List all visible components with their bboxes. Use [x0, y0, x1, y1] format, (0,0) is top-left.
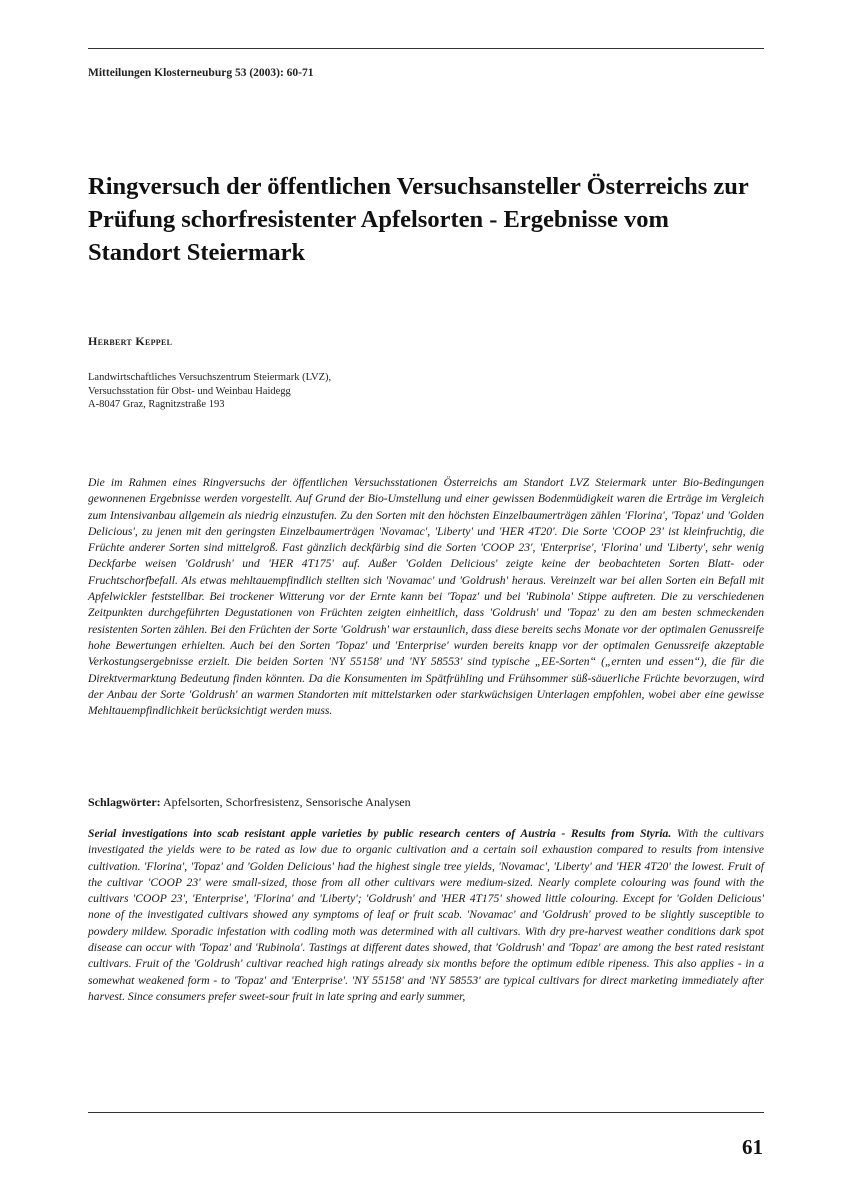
- keywords: [88, 794, 764, 810]
- keywords-label: Schlagwörter:: [88, 795, 161, 809]
- keywords-text: Apfelsorten, Schorfresistenz, Sensorische Analysen: [163, 795, 411, 809]
- bottom-rule: [88, 1112, 764, 1113]
- top-rule: [88, 48, 764, 49]
- affiliation-line: Landwirtschaftliches Versuchszentrum Steiermark (LVZ),: [88, 372, 332, 383]
- author-affiliation: [88, 371, 488, 412]
- affiliation-line: Versuchsstation für Obst- und Weinbau Haidegg: [88, 385, 291, 397]
- journal-reference: Mitteilungen Klosterneuburg 53 (2003): 60-71: [88, 67, 314, 79]
- affiliation-line: A-8047 Graz, Ragnitzstraße 193: [88, 399, 225, 410]
- abstract-english-text: With the cultivars investigated the yields were to be rated as low due to organic cultivation and a certain soil exhaustion compared to results from intensive cultivation. 'Florina', 'Topaz' and 'Golden Delicious' had the highest single tree yields, 'Novamac', 'Liberty' and 'HER 4T20' the lowest. Fruit of the cultivar 'COOP 23' were small-sized, those from all other cultivars were medium-sized. Nearly complete colouring was found with the cultivars 'COOP 23', 'Enterprise', 'Florina' and 'Liberty'; 'Goldrush' and 'HER 4T175' showed little colouring. Except for 'Golden Delicious' none of the investigated cultivars showed any symptoms of leaf or fruit scab. 'Novamac' and 'Goldrush' proved to be slightly susceptible to powdery mildew. Sporadic infestation with codling moth was determined with all cultivars. With dry pre-harvest weather conditions dark spot disease can occur with 'Topaz' and 'Rubinola'. Tastings at different dates showed, that 'Goldrush' and 'Topaz' are among the best rated resistant cultivars. Fruit of the 'Goldrush' cultivar reached high ratings already six months before the optimum edible ripeness. This also applies - in a somewhat weakened form - to 'Topaz' and 'Enterprise'. 'NY 55158' and 'NY 58553' are typical cultivars for direct marketing immediately after harvest. Since consumers prefer sweet-sour fruit in late spring and early summer,: [88, 827, 765, 1003]
- author-name: Herbert Keppel: [88, 334, 173, 348]
- abstract-english-title: Serial investigations into scab resistant apple varieties by public research centers of Austria - Results from Styria.: [88, 827, 672, 840]
- article-title: Ringversuch der öffentlichen Versuchsansteller Österreichs zur Prüfung schorfresistenter Apfelsorten - Ergebnisse vom Standort Steiermark: [88, 173, 749, 266]
- page-number: 61: [742, 1135, 763, 1159]
- abstract-english: [88, 826, 764, 1005]
- abstract-german: Die im Rahmen eines Ringversuchs der öffentlichen Versuchsstationen Österreichs am Standort LVZ Steiermark unter Bio-Bedingungen gewonnenen Ergebnisse werden vorgestellt. Auf Grund der Bio-Umstellung und einer gewissen Bodenmüdigkeit waren die Erträge im Vergleich zum Intensivanbau allgemein als niedrig einzustufen. Zu den Sorten mit den höchsten Einzelbaumerträgen zählen 'Florina', 'Topaz' und 'Golden Delicious', zu jenen mit den geringsten Einzelbaumerträgen 'Novamac', 'Liberty' und 'HER 4T20'. Die Sorte 'COOP 23' ist kleinfruchtig, die Früchte anderer Sorten sind mittelgroß. Fast gänzlich deckfärbig sind die Sorten 'COOP 23', 'Enterprise', 'Florina' und 'Liberty', sehr wenig Deckfarbe weisen 'Goldrush' und 'HER 4T175' auf. Außer 'Golden Delicious' zeigte keine der beobachteten Sorten Blatt- oder Fruchtschorfbefall. Als etwas mehltauempfindlich stellten sich 'Novamac' und 'Goldrush' heraus. Vereinzelt war bei allen Sorten ein Befall mit Apfelwickler feststellbar. Bei trockener Witterung vor der Ernte kann bei 'Topaz' und bei 'Rubinola' Stippe auftreten. Die zu verschiedenen Zeitpunkten durchgeführten Degustationen von Früchten zeigten einheitlich, dass 'Goldrush' und 'Topaz' zu den am besten schmeckenden resistenten Sorten zählen. Bei den Früchten der Sorte 'Goldrush' war erstaunlich, dass diese bereits sechs Monate vor der optimalen Genussreife hohe Bewertungen erhielten. Auch bei den Sorten 'Topaz' und 'Enterprise' wurden bereits knapp vor der optimalen Genussreife akzeptable Verkostungsergebnisse erzielt. Die beiden Sorten 'NY 55158' und 'NY 58553' sind typische „EE-Sorten“ („ernten und essen“), die für die Direktvermarktung Bedeutung finden könnten. Da die Konsumenten im Spätfrühling und Frühsommer süß-säuerliche Früchte bevorzugen, wird der Anbau der Sorte 'Goldrush' an warmen Standorten mit mittelstarken oder starkwüchsigen Unterlagen empfohlen, wobei aber eine gewisse Mehltauempfindlichkeit berücksichtigt werden muss.: [88, 476, 764, 718]
